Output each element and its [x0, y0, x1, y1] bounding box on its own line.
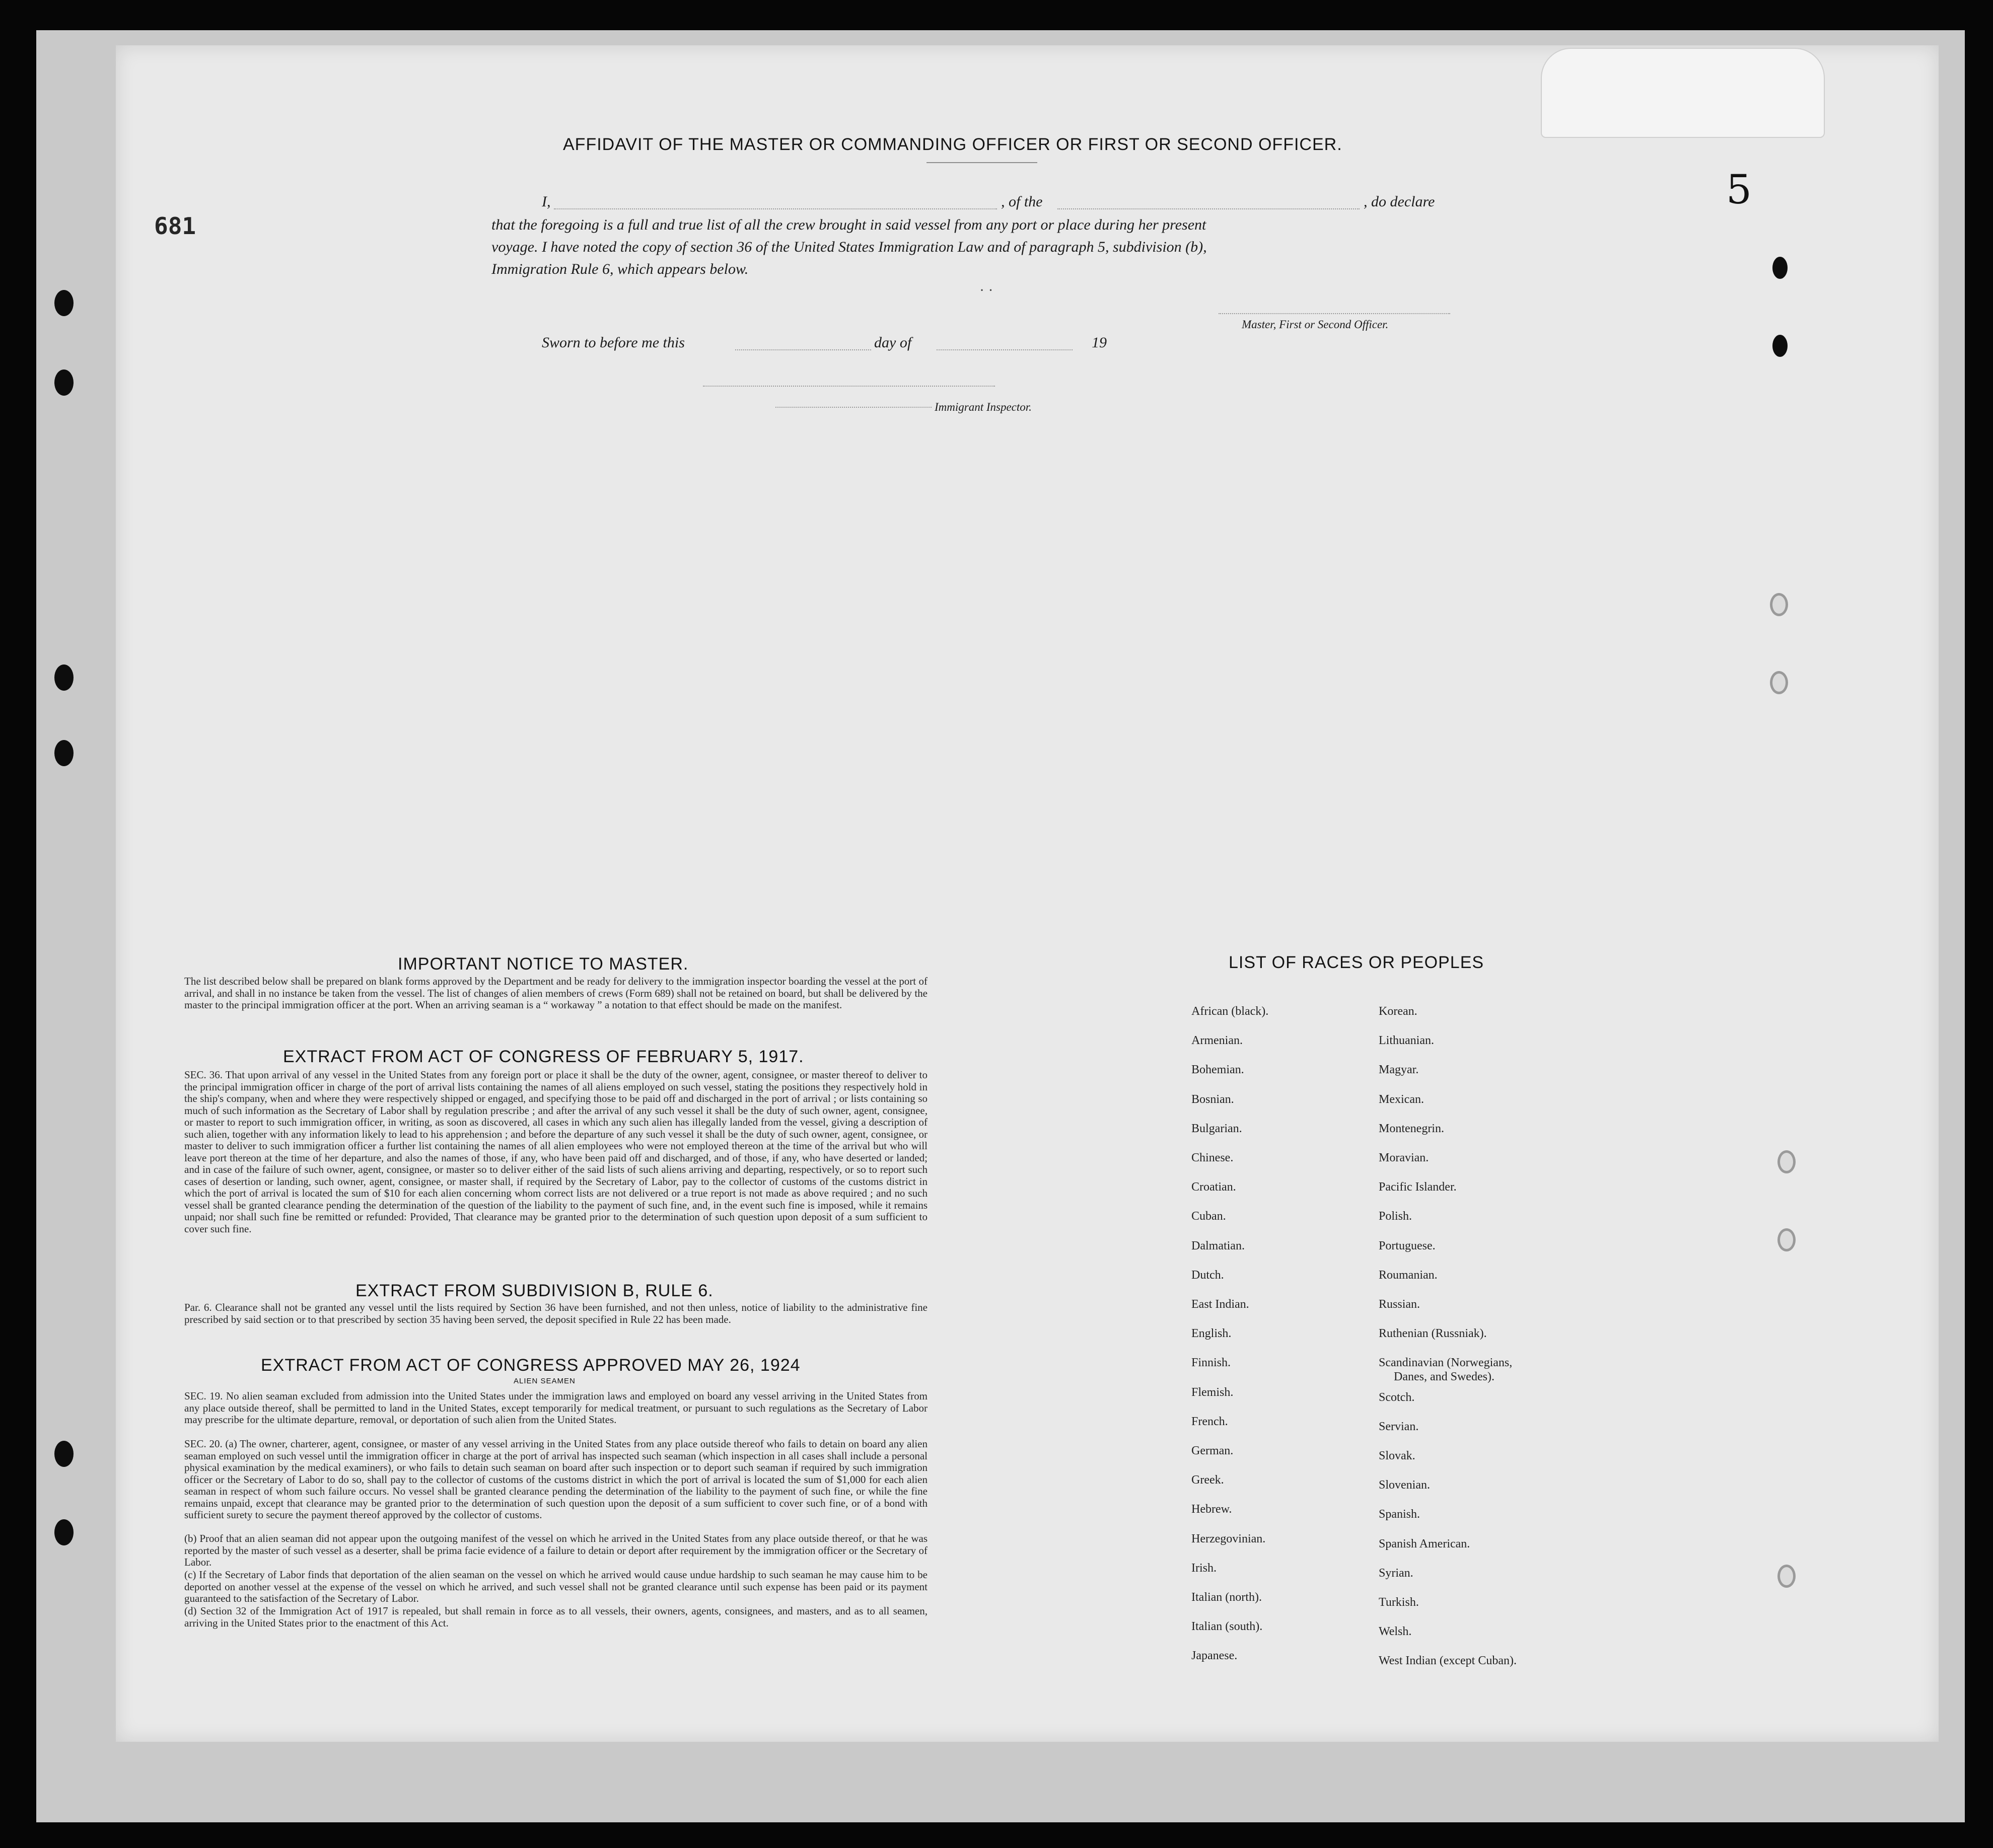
extract-rule6-title: EXTRACT FROM SUBDIVISION B, RULE 6.	[355, 1281, 714, 1300]
race-item: Spanish American.	[1379, 1537, 1470, 1550]
binder-hole	[54, 369, 74, 396]
binder-hole	[54, 290, 74, 316]
affidavit-line-4: Immigration Rule 6, which appears below.	[491, 261, 749, 277]
year-prefix: 19	[1092, 334, 1107, 351]
race-item: Turkish.	[1379, 1596, 1419, 1609]
race-item: Greek.	[1191, 1473, 1224, 1487]
race-item: Welsh.	[1379, 1625, 1412, 1639]
race-item: Flemish.	[1191, 1385, 1234, 1399]
affidavit-do-declare: , do declare	[1364, 193, 1435, 210]
race-item: Lithuanian.	[1379, 1034, 1434, 1048]
race-item: Polish.	[1379, 1210, 1412, 1223]
binder-hole	[1777, 1565, 1796, 1588]
name-field-line	[554, 208, 997, 209]
race-item: Russian.	[1379, 1298, 1420, 1311]
inspector-label: Immigrant Inspector.	[935, 401, 1032, 413]
race-item: Magyar.	[1379, 1063, 1419, 1077]
binder-hole	[1770, 593, 1788, 616]
affidavit-line-3: voyage. I have noted the copy of section 36 of the United States Immigration Law and of paragraph 5, subdivision (b),	[491, 239, 1207, 255]
race-item: Syrian.	[1379, 1566, 1413, 1580]
inspector-signature-line	[703, 386, 995, 387]
sworn-day-line	[735, 349, 871, 350]
day-of-label: day of	[874, 334, 912, 351]
vessel-field-line	[1057, 208, 1360, 209]
binder-hole	[1770, 671, 1788, 694]
race-item: Dutch.	[1191, 1268, 1224, 1282]
race-item: Korean.	[1379, 1005, 1417, 1018]
race-item: Pacific Islander.	[1379, 1180, 1457, 1194]
extract-1924-sec20b: (b) Proof that an alien seaman did not appear upon the outgoing manifest of the vessel on which he arrived in the United States from any place outside thereof, or that he was reported by the master of such vessel as a deserter, shall be prima facie evidence of a failure to detain or deport after requirement by the immigration officer or the Secretary of Labor.	[184, 1532, 928, 1568]
paper-tab	[1541, 48, 1825, 138]
race-item: Montenegrin.	[1379, 1122, 1444, 1135]
binder-hole	[1777, 1150, 1796, 1173]
race-item: French.	[1191, 1415, 1228, 1428]
faint-ink-marks: · ·	[979, 282, 993, 299]
race-item: Roumanian.	[1379, 1268, 1438, 1282]
race-item: Moravian.	[1379, 1151, 1429, 1164]
race-item: Mexican.	[1379, 1092, 1424, 1106]
affidavit-line-2: that the foregoing is a full and true list of all the crew brought in said vessel from any port or place during her present	[491, 216, 1206, 233]
race-item: German.	[1191, 1444, 1234, 1457]
race-item: Herzegovinian.	[1191, 1532, 1266, 1545]
extract-1924-title: EXTRACT FROM ACT OF CONGRESS APPROVED MAY 26, 1924	[261, 1356, 801, 1375]
binder-hole	[54, 1441, 74, 1467]
race-item: Finnish.	[1191, 1356, 1231, 1370]
race-item: Scandinavian (Norwegians,	[1379, 1356, 1513, 1370]
race-item: African (black).	[1191, 1005, 1269, 1018]
sworn-label: Sworn to before me this	[542, 334, 685, 351]
race-item: Hebrew.	[1191, 1503, 1232, 1516]
race-item: Bosnian.	[1191, 1092, 1234, 1106]
race-item: Japanese.	[1191, 1649, 1238, 1663]
extract-1917-title: EXTRACT FROM ACT OF CONGRESS OF FEBRUARY 5, 1917.	[283, 1047, 804, 1066]
binder-hole	[54, 740, 74, 766]
race-item: Slovenian.	[1379, 1479, 1430, 1492]
affidavit-i-label: I,	[542, 193, 551, 210]
binder-hole	[1777, 1228, 1796, 1251]
notice-title: IMPORTANT NOTICE TO MASTER.	[398, 954, 689, 974]
races-right-column	[1379, 1005, 1580, 1674]
race-item: Scotch.	[1379, 1390, 1415, 1404]
extract-1917-body: SEC. 36. That upon arrival of any vessel in the United States from any foreign port or place it shall be the duty of the owner, agent, consignee, or master thereof to deliver to the principal immigration officer in charge of the port of arrival lists containing the names of all aliens employed on such vessel, stating the positions they respectively hold in the ship's company, when and where they were respectively shipped or engaged, and specifying those to be paid off and discharged in the port of arrival ; or lists containing so much of such information as the Secretary of Labor shall by regulation prescribe ; and after the arrival of any such vessel it shall be the duty of such owner, agent, consignee, or master to report to such immigration officer, in writing, as soon as discovered, all cases in which any such alien has illegally landed from the vessel, giving a description of such alien, together with any information likely to lead to his apprehension ; and before the departure of any such vessel it shall be the duty of such owner, agent, consignee, or master to deliver to such immigration officer a further list containing the names of all alien employees who were not employed thereon at the time of the arrival but who will leave port thereon at the time of her departure, and also the names of those, if any, who have been paid off and discharged, and of those, if any, who have deserted or landed; and in case of the failure of such owner, agent, consignee, or master so to deliver either of the said lists of such aliens arriving and departing, respectively, or so to report such cases of desertion or landing, such owner, agent, consignee, or master shall, if required by the Secretary of Labor, pay to the collector of customs of the customs district in which the port of arrival is located the sum of $10 for each alien concerning whom correct lists are not delivered or a true report is not made as above required ; and no such vessel shall be granted clearance pending the determination of the question of the liability to the payment of such fine, and, in the event such fine is imposed, while it remains unpaid; nor shall such fine be remitted or refunded: Provided, That clearance may be granted prior to the determination of such question upon deposit of a sum sufficient to cover such fine.	[184, 1069, 928, 1235]
race-item: Danes, and Swedes).	[1394, 1370, 1494, 1384]
corner-mark: 5	[1726, 166, 1752, 213]
extract-rule6-body: Par. 6. Clearance shall not be granted any vessel until the lists required by Section 36 have been furnished, and not then unless, notice of liability to the administrative fine prescribed by said section or to that prescribed by section 35 having been served, the deposit specified in Rule 22 has been made.	[184, 1301, 928, 1325]
race-item: Bohemian.	[1191, 1063, 1244, 1077]
extract-1924-sec20c: (c) If the Secretary of Labor finds that deportation of the alien seaman on the vessel on which he arrived would cause undue hardship to such seaman he may cause him to be deported on another vessel at the expense of the vessel on which he arrived, and such vessel shall not be granted clearance until such expense has been paid or its payment guaranteed to the satisfaction of the Secretary of Labor.	[184, 1569, 928, 1604]
affidavit-of-the: , of the	[1001, 193, 1043, 210]
race-item: Chinese.	[1191, 1151, 1234, 1164]
race-item: Slovak.	[1379, 1449, 1415, 1462]
race-item: West Indian (except Cuban).	[1379, 1654, 1517, 1668]
race-item: Italian (north).	[1191, 1591, 1262, 1604]
sworn-month-line	[937, 349, 1073, 350]
extract-1924-subtitle: ALIEN SEAMEN	[514, 1377, 576, 1385]
affidavit-title: AFFIDAVIT OF THE MASTER OR COMMANDING OFFICER OR FIRST OR SECOND OFFICER.	[563, 135, 1342, 154]
race-item: Armenian.	[1191, 1034, 1243, 1048]
race-item: Irish.	[1191, 1561, 1217, 1575]
race-item: Spanish.	[1379, 1508, 1420, 1521]
race-item: Portuguese.	[1379, 1239, 1436, 1252]
race-item: Dalmatian.	[1191, 1239, 1245, 1252]
title-underline	[927, 162, 1037, 163]
race-item: Bulgarian.	[1191, 1122, 1242, 1135]
binder-hole	[54, 664, 74, 691]
race-item: East Indian.	[1191, 1298, 1249, 1311]
inspector-signature-line-2	[775, 407, 932, 408]
race-item: Croatian.	[1191, 1180, 1236, 1194]
race-item: Cuban.	[1191, 1210, 1226, 1223]
race-item: Servian.	[1379, 1420, 1419, 1433]
extract-1924-sec19: SEC. 19. No alien seaman excluded from admission into the United States under the immigration laws and employed on board any vessel arriving in the United States from any place outside thereof, shall be permitted to land in the United States, except temporarily for medical treatment, or pursuant to such regulations as the Secretary of Labor may prescribe for the ultimate departure, removal, or deportation of such alien from the United States.	[184, 1390, 928, 1426]
master-signature-label: Master, First or Second Officer.	[1242, 318, 1389, 331]
master-signature-line	[1219, 313, 1450, 314]
binder-hole	[1772, 257, 1788, 279]
race-item: Italian (south).	[1191, 1620, 1263, 1634]
race-item: Ruthenian (Russniak).	[1379, 1327, 1487, 1341]
binder-hole	[54, 1519, 74, 1545]
extract-1924-sec20a: SEC. 20. (a) The owner, charterer, agent, consignee, or master of any vessel arriving in the United States from any place outside thereof who fails to detain on board any alien seaman employed on such vessel until the immigration officer in charge at the port of arrival has inspected such seaman (which inspection in all cases shall include a personal physical examination by the medical examiners), or who fails to detain such seaman on board after such inspection or to deport such seaman if required by such immigration officer or the Secretary of Labor to do so, shall pay to the collector of customs of the customs district in which the port of arrival is located the sum of $1,000 for each alien seaman in respect of whom such failure occurs. No vessel shall be granted clearance pending the determination of the liability to the payment of such fine, or while the fine remains unpaid, except that clearance may be granted prior to the determination of such question upon the deposit of a sum sufficient to cover such fine, or of a bond with sufficient surety to secure the payment thereof approved by the collector of customs.	[184, 1438, 928, 1521]
binder-hole	[1772, 335, 1788, 357]
margin-number: 681	[154, 212, 196, 240]
extract-1924-sec20d: (d) Section 32 of the Immigration Act of 1917 is repealed, but shall remain in force as to all vessels, their owners, agents, consignees, and masters, and as to all seamen, arriving in the United States prior to the enactment of this Act.	[184, 1605, 928, 1629]
races-title: LIST OF RACES OR PEOPLES	[1229, 953, 1484, 972]
notice-body: The list described below shall be prepared on blank forms approved by the Department and be ready for delivery to the immigration inspector boarding the vessel at the port of arrival, and shall in no instance be taken from the vessel. The list of changes of alien members of crews (Form 689) shall not be retained on board, but shall be delivered by the master to the principal immigration officer at the port. When an arriving seaman is a “ workaway ” a notation to that effect should be made on the manifest.	[184, 975, 928, 1011]
races-left-column	[1191, 1005, 1393, 1674]
race-item: English.	[1191, 1327, 1232, 1341]
